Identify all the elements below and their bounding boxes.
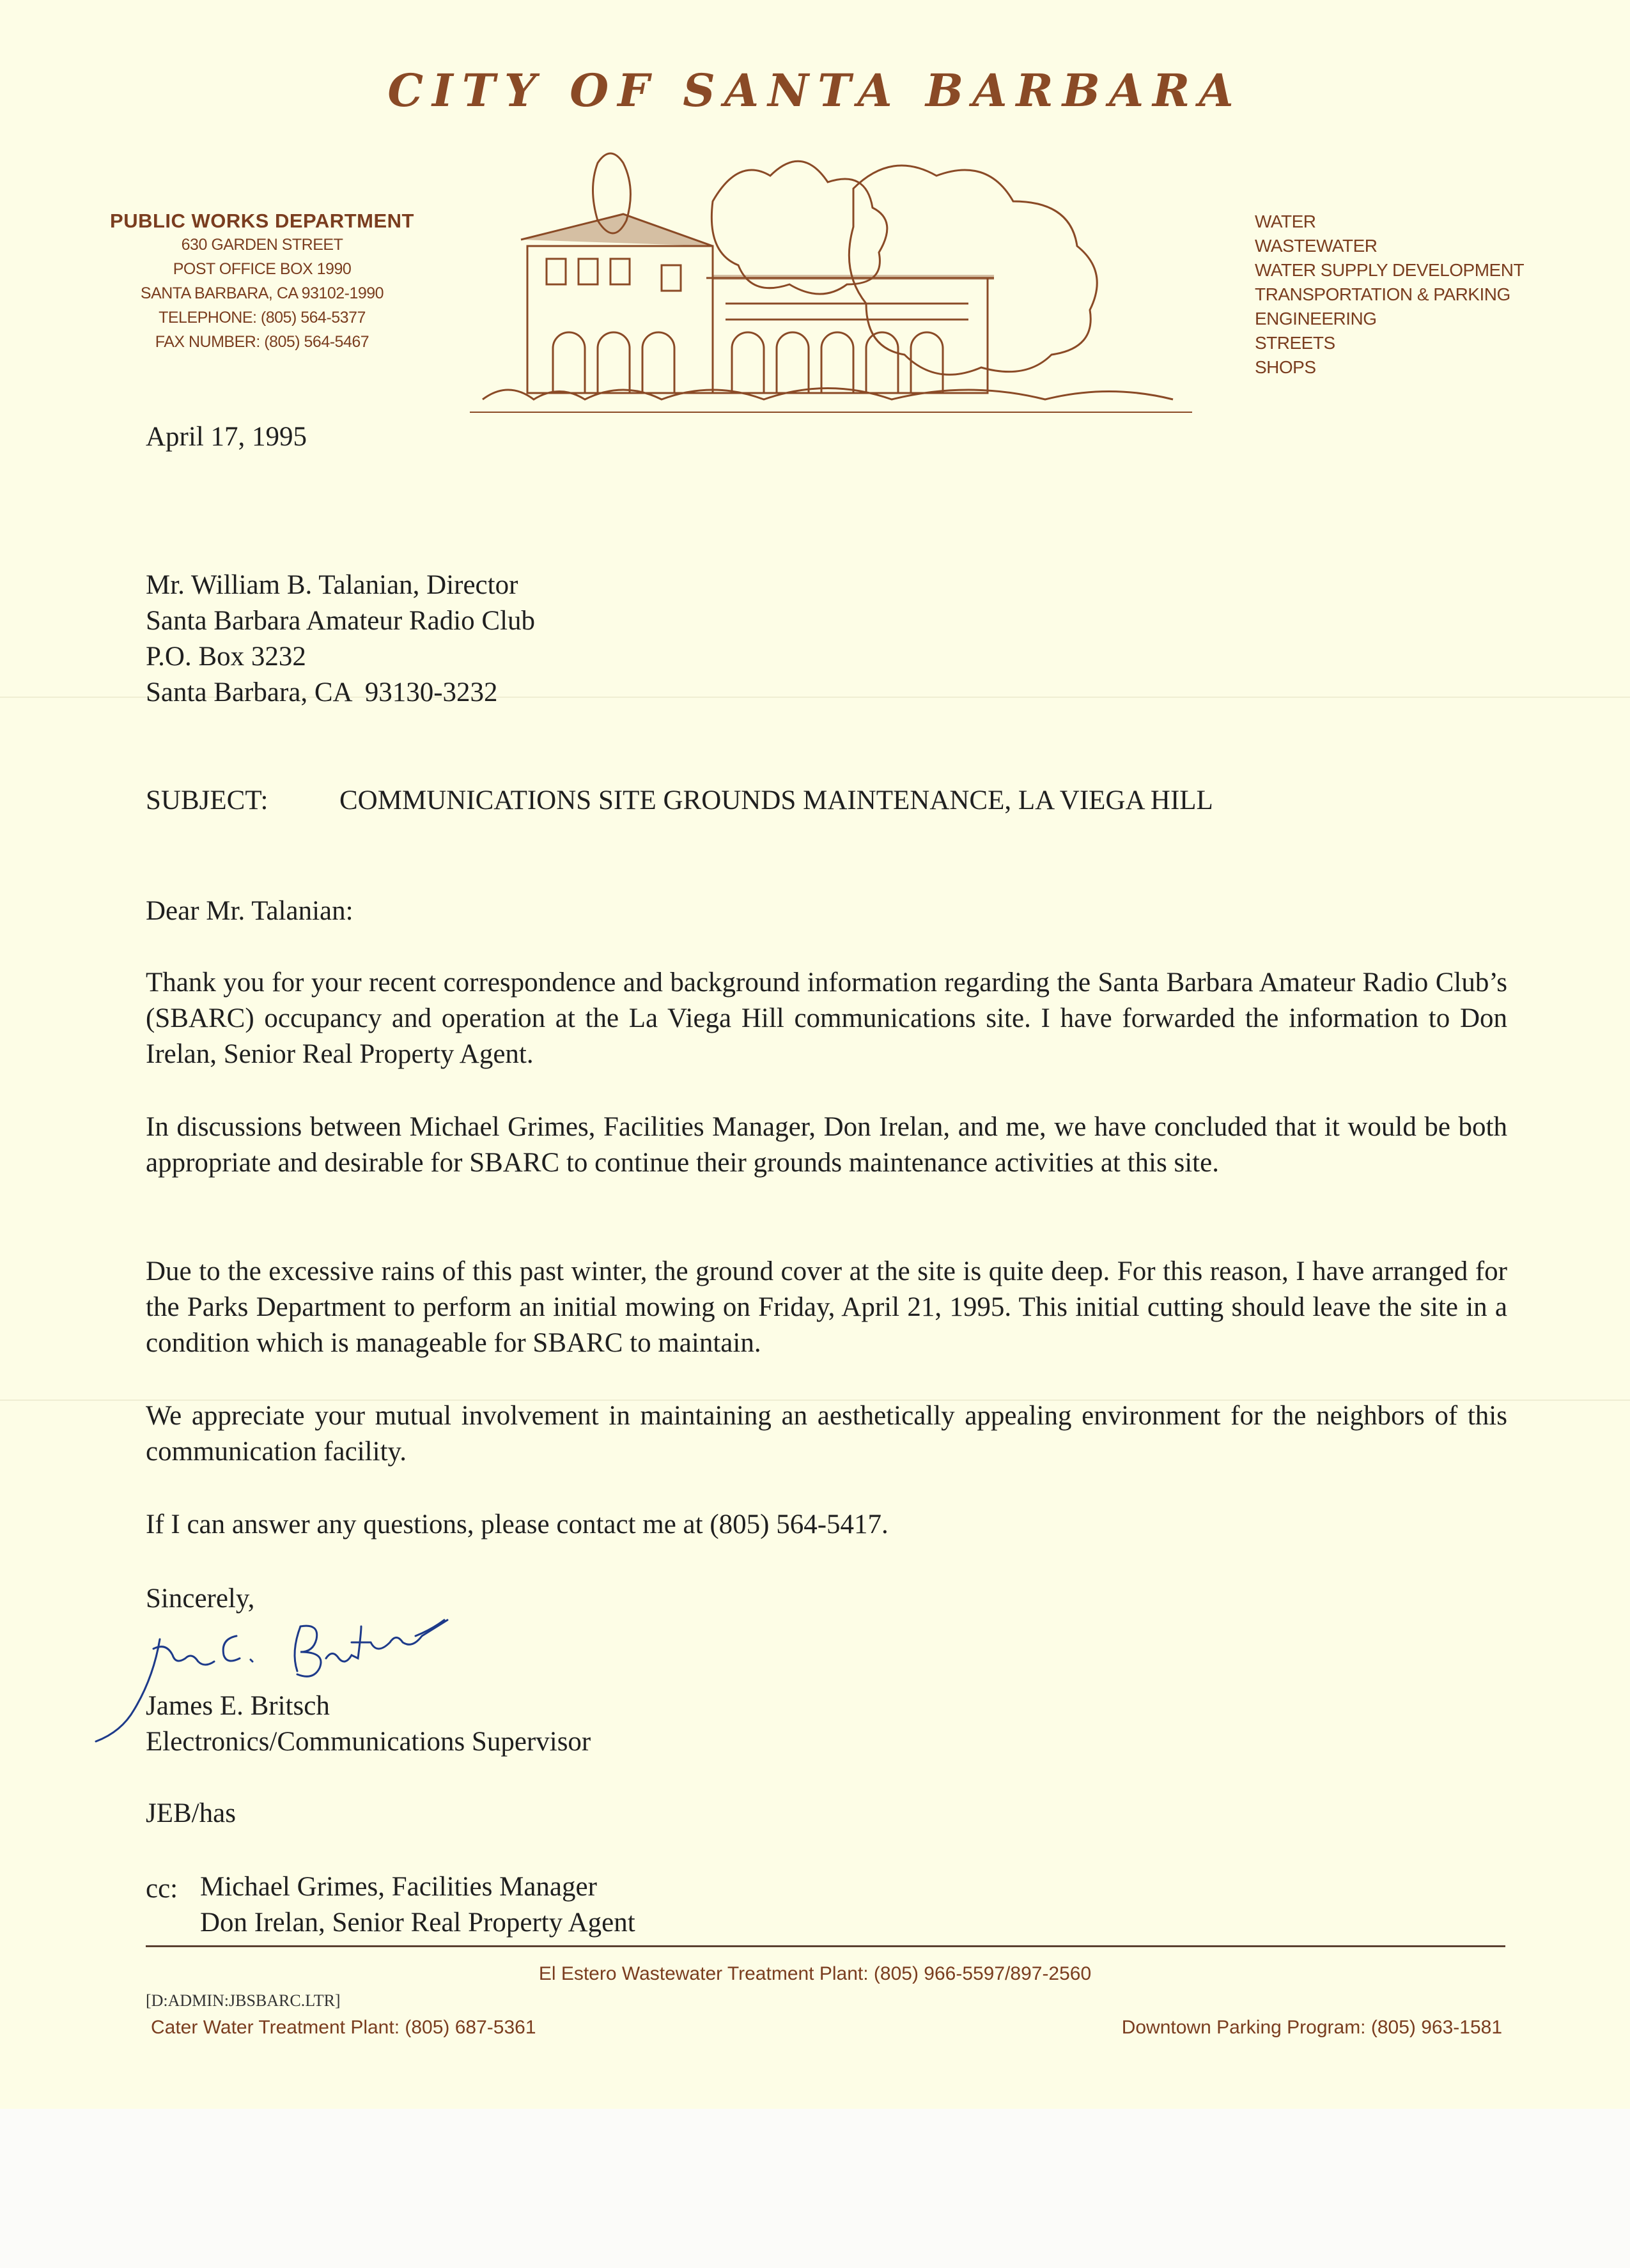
division-item: WATER SUPPLY DEVELOPMENT bbox=[1255, 260, 1525, 280]
division-item: WATER bbox=[1255, 212, 1316, 231]
footer-left-phone: Cater Water Treatment Plant: (805) 687-5361 bbox=[151, 2017, 536, 2038]
division-item: TRANSPORTATION & PARKING bbox=[1255, 284, 1510, 304]
typist-initials: JEB/has bbox=[146, 1798, 236, 1828]
city-hall-illustration bbox=[470, 144, 1192, 428]
signer-title: Electronics/Communications Supervisor bbox=[146, 1727, 591, 1757]
department-address-line: 630 GARDEN STREET bbox=[181, 236, 343, 254]
subject-line bbox=[146, 785, 1213, 816]
cc-recipient: Michael Grimes, Facilities Manager bbox=[200, 1872, 597, 1902]
body-paragraph: We appreciate your mutual involvement in maintaining an aesthetically appealing environment for the neighbors of this communication facility. bbox=[146, 1401, 1507, 1467]
division-item: SHOPS bbox=[1255, 357, 1316, 377]
divisions-list bbox=[1255, 210, 1524, 380]
cc-recipient: Don Irelan, Senior Real Property Agent bbox=[200, 1908, 635, 1938]
subject-label: SUBJECT: bbox=[146, 785, 268, 815]
body-paragraph: In discussions between Michael Grimes, Facilities Manager, Don Irelan, and me, we have concluded that it would be both appropriate and desirable for SBARC to continue their grounds maintenance activities at this site. bbox=[146, 1112, 1507, 1178]
cc-label: cc: bbox=[146, 1874, 178, 1904]
division-item: WASTEWATER bbox=[1255, 236, 1378, 256]
department-name: PUBLIC WORKS DEPARTMENT bbox=[110, 210, 414, 232]
scan-background bbox=[0, 2109, 1630, 2268]
department-phone: TELEPHONE: (805) 564-5377 bbox=[159, 309, 366, 327]
department-address-line: SANTA BARBARA, CA 93102-1990 bbox=[140, 284, 384, 302]
body-paragraph: If I can answer any questions, please contact me at (805) 564-5417. bbox=[146, 1509, 889, 1539]
file-reference: [D:ADMIN:JBSBARC.LTR] bbox=[146, 1991, 341, 2010]
recipient-line: Santa Barbara Amateur Radio Club bbox=[146, 606, 536, 636]
footer-divider bbox=[146, 1945, 1505, 1947]
recipient-line: Mr. William B. Talanian, Director bbox=[146, 570, 518, 600]
letterhead-title: CITY OF SANTA BARBARA bbox=[387, 64, 1243, 117]
body-paragraph: Due to the excessive rains of this past winter, the ground cover at the site is quite deep. For this reason, I have arranged for the Parks Department to perform an initial mowing on Friday, April 21, 1995. This initial cutting should leave the site in a condition which is manageable for SBARC to maintain. bbox=[146, 1256, 1507, 1358]
letter-date: April 17, 1995 bbox=[146, 422, 307, 452]
closing: Sincerely, bbox=[146, 1584, 255, 1614]
department-fax: FAX NUMBER: (805) 564-5467 bbox=[155, 333, 369, 351]
department-block bbox=[64, 210, 460, 354]
department-address-line: POST OFFICE BOX 1990 bbox=[173, 260, 352, 278]
footer-right-phone: Downtown Parking Program: (805) 963-1581 bbox=[1121, 2017, 1502, 2038]
salutation: Dear Mr. Talanian: bbox=[146, 896, 353, 926]
recipient-line: P.O. Box 3232 bbox=[146, 642, 306, 672]
body-paragraph: Thank you for your recent correspondence and background information regarding the Santa Barbara Amateur Radio Club’s (SBARC) occupancy and operation at the La Viega Hill communications site. I have forwarded the information to Don Irelan, Senior Real Property Agent. bbox=[146, 968, 1507, 1069]
division-item: ENGINEERING bbox=[1255, 309, 1377, 328]
division-item: STREETS bbox=[1255, 333, 1335, 353]
recipient-line: Santa Barbara, CA 93130-3232 bbox=[146, 677, 498, 707]
footer-center-phone: El Estero Wastewater Treatment Plant: (805) 966-5597/897-2560 bbox=[538, 1963, 1092, 1984]
signer-name: James E. Britsch bbox=[146, 1691, 330, 1721]
subject-text: COMMUNICATIONS SITE GROUNDS MAINTENANCE, LA VIEGA HILL bbox=[339, 785, 1213, 815]
